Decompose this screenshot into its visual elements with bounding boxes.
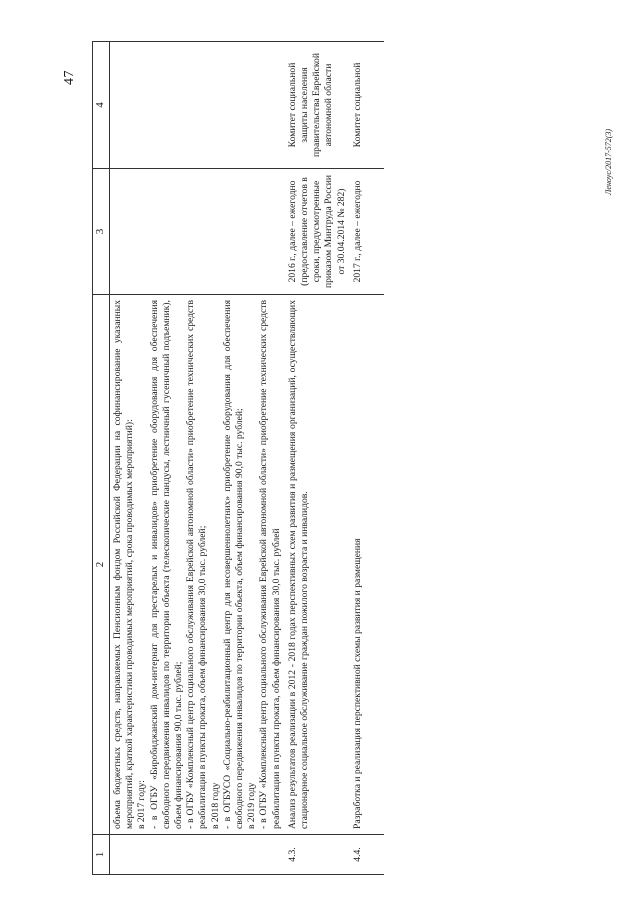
column-header: 4 bbox=[93, 42, 110, 169]
page-number: 47 bbox=[62, 70, 77, 85]
measure-description-cell bbox=[110, 295, 285, 835]
term-text: 2016 г., далее – ежегодно (предоставление отчетов в сроки, предусмотренные приказом Минтруда России от 30.04.2014 № 282) bbox=[285, 169, 350, 295]
executor-text: Комитет социальной bbox=[350, 42, 384, 169]
description-line: - в ОГБУСО «Социально-реабилитационный центр для несовершеннолетних» приобретение оборудования для обеспечения свободного передвижения инвалидов по территории объекта, объем финансирования 90,0 тыс. рублей; bbox=[221, 300, 246, 829]
table-header-row bbox=[93, 42, 110, 875]
table-row bbox=[350, 42, 384, 875]
document-code: Леноус/2017-572(3) bbox=[604, 128, 613, 195]
measures-table bbox=[92, 41, 384, 875]
measure-description: Анализ результатов реализации в 2012 - 2018 годах перспективных схем развития и размещения организаций, осуществляющих стационарное социальное обслуживание граждан пожилого возраста и инвалидов. bbox=[285, 295, 350, 835]
description-line: - в ОГБУ «Биробиджанский дом-интернат для престарелых и инвалидов» приобретение оборудования для обеспечения свободного передвижения инвалидов по территории объекта (телескопические пандусы, лестничный гусеничный подъемник), объем финансирования 90,0 тыс. рублей; bbox=[148, 300, 185, 829]
row-number-cell bbox=[110, 835, 285, 875]
description-line: объема бюджетных средств, направляемых Пенсионным фондом Российской Федерации на софинансирование указанных мероприятий, краткой характеристики проводимых мероприятий, срока проводимых мероприятий): bbox=[112, 300, 136, 829]
column-header: 3 bbox=[93, 169, 110, 295]
term-text: 2017 г., далее – ежегодно bbox=[350, 169, 384, 295]
description-line: - в ОГБУ «Комплексный центр социального обслуживания Еврейской автономной области» приобретение технических средств реабилитации в пункты проката, объем финансирования 30,0 тыс. рублей; bbox=[185, 300, 209, 829]
table-row-continuation bbox=[110, 42, 285, 875]
term-cell bbox=[110, 169, 285, 295]
description-line: - в ОГБУ «Комплексный центр социального обслуживания Еврейской автономной области» приобретение технических средств реабилитации в пункты проката, объем финансирования 30,0 тыс. рублей bbox=[258, 300, 282, 829]
executor-cell bbox=[110, 42, 285, 169]
row-number: 4.3. bbox=[285, 835, 350, 875]
measure-description: Разработка и реализация перспективной схемы развития и размещения bbox=[350, 295, 384, 835]
row-number: 4.4. bbox=[350, 835, 384, 875]
table-row bbox=[285, 42, 350, 875]
executor-text: Комитет социальной защиты населения правительства Еврейской автономной области bbox=[285, 42, 350, 169]
description-line: в 2018 году bbox=[209, 782, 221, 829]
column-header: 1 bbox=[93, 835, 110, 875]
description-line: в 2019 году bbox=[246, 782, 258, 829]
column-header: 2 bbox=[93, 295, 110, 835]
description-line: в 2017 году: bbox=[136, 780, 148, 829]
